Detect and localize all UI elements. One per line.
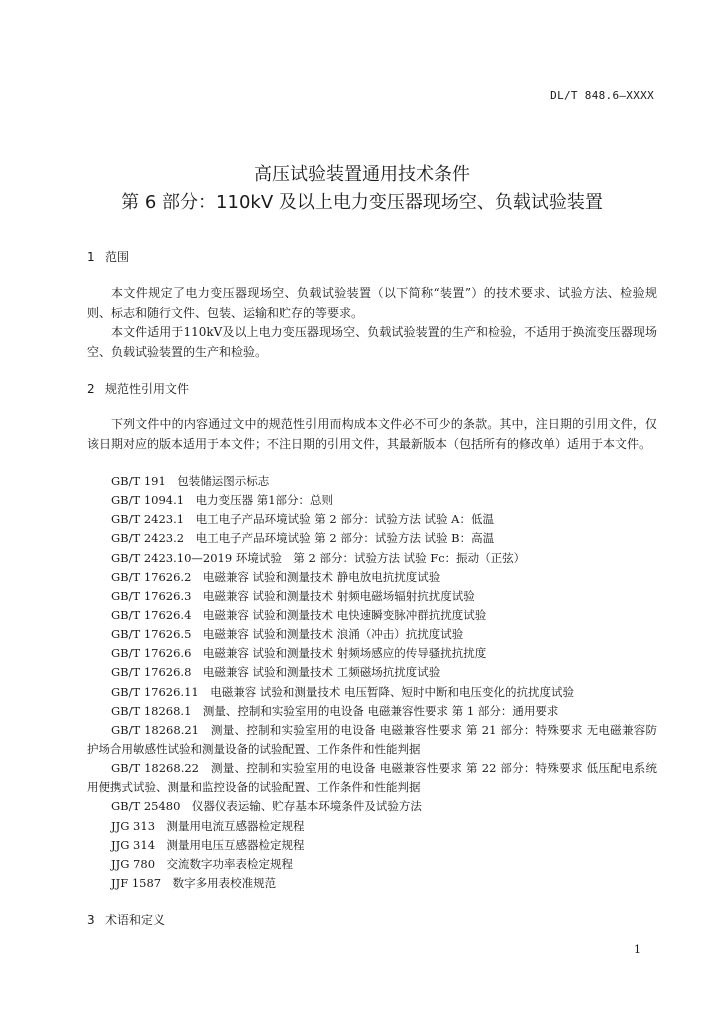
reference-item: GB/T 2423.1 电工电子产品环境试验 第 2 部分：试验方法 试验 A：低温 (111, 512, 494, 527)
reference-item: JJG 313 测量用电流互感器检定规程 (111, 818, 305, 833)
reference-item: GB/T 25480 仪器仪表运输、贮存基本环境条件及试验方法 (111, 799, 422, 814)
reference-item: JJF 1587 数字多用表校准规范 (111, 876, 277, 891)
reference-item: JJG 780 交流数字功率表检定规程 (111, 856, 294, 871)
references-intro-paragraph: 下列文件中的内容通过文中的规范性引用而构成本文件必不可少的条款。其中，注日期的引用文件，仅该日期对应的版本适用于本文件；不注日期的引用文件，其最新版本（包括所有的修改单）适用于本文件。 (87, 417, 657, 451)
reference-item: GB/T 17626.3 电磁兼容 试验和测量技术 射频电磁场辐射抗扰度试验 (111, 588, 475, 603)
reference-item: GB/T 17626.4 电磁兼容 试验和测量技术 电快速瞬变脉冲群抗扰度试验 (111, 607, 487, 622)
reference-item: GB/T 18268.1 测量、控制和实验室用的电设备 电磁兼容性要求 第 1 部分：通用要求 (111, 703, 559, 718)
reference-item: GB/T 17626.5 电磁兼容 试验和测量技术 浪涌（冲击）抗扰度试验 (111, 627, 464, 642)
page-number: 1 (634, 943, 641, 956)
section-heading-normative-references (87, 380, 189, 397)
reference-item: GB/T 17626.11 电磁兼容 试验和测量技术 电压暂降、短时中断和电压变化的抗扰度试验 (111, 684, 575, 699)
reference-item: GB/T 191 包装储运图示标志 (111, 474, 270, 488)
reference-item: GB/T 17626.8 电磁兼容 试验和测量技术 工频磁场抗扰度试验 (111, 665, 441, 680)
section-title: 规范性引用文件 (105, 382, 190, 396)
reference-item: GB/T 17626.2 电磁兼容 试验和测量技术 静电放电抗扰度试验 (111, 569, 441, 584)
reference-item: GB/T 2423.2 电工电子产品环境试验 第 2 部分：试验方法 试验 B：高温 (111, 531, 495, 546)
document-subtitle: 第 6 部分：110kV 及以上电力变压器现场空、负载试验装置 (121, 192, 603, 213)
reference-item: JJG 314 测量用电压互感器检定规程 (111, 837, 305, 852)
section-number: 1 (87, 250, 95, 264)
section-heading-terms-definitions (87, 911, 165, 928)
document-code: DL/T 848.6—XXXX (550, 89, 654, 102)
reference-item: GB/T 18268.21 测量、控制和实验室用的电设备 电磁兼容性要求 第 21 部分：特殊要求 无电磁兼容防护场合用敏感性试验和测量设备的试验配置、工作条件和性能判据 (87, 722, 657, 756)
reference-item: GB/T 17626.6 电磁兼容 试验和测量技术 射频场感应的传导骚扰抗扰度 (111, 646, 487, 661)
reference-list (87, 472, 657, 893)
scope-paragraph-1: 本文件规定了电力变压器现场空、负载试验装置（以下简称“装置”）的技术要求、试验方法、检验规则、标志和随行文件、包装、运输和贮存的等要求。 (87, 286, 657, 320)
section-number: 2 (87, 382, 95, 396)
section-title: 术语和定义 (105, 913, 166, 927)
reference-item: GB/T 2423.10—2019 环境试验 第 2 部分：试验方法 试验 Fc：振动（正弦） (111, 550, 526, 565)
scope-paragraph-2: 本文件适用于110kV及以上电力变压器现场空、负载试验装置的生产和检验，不适用于换流变压器现场空、负载试验装置的生产和检验。 (87, 325, 657, 359)
reference-item: GB/T 1094.1 电力变压器 第1部分：总则 (111, 493, 334, 508)
section-heading-scope (87, 248, 129, 265)
section-title: 范围 (105, 250, 130, 264)
document-title: 高压试验装置通用技术条件 (254, 164, 470, 185)
section-number: 3 (87, 913, 95, 927)
reference-item: GB/T 18268.22 测量、控制和实验室用的电设备 电磁兼容性要求 第 22 部分：特殊要求 低压配电系统用便携式试验、测量和监控设备的试验配置、工作条件和性能判据 (87, 761, 657, 795)
